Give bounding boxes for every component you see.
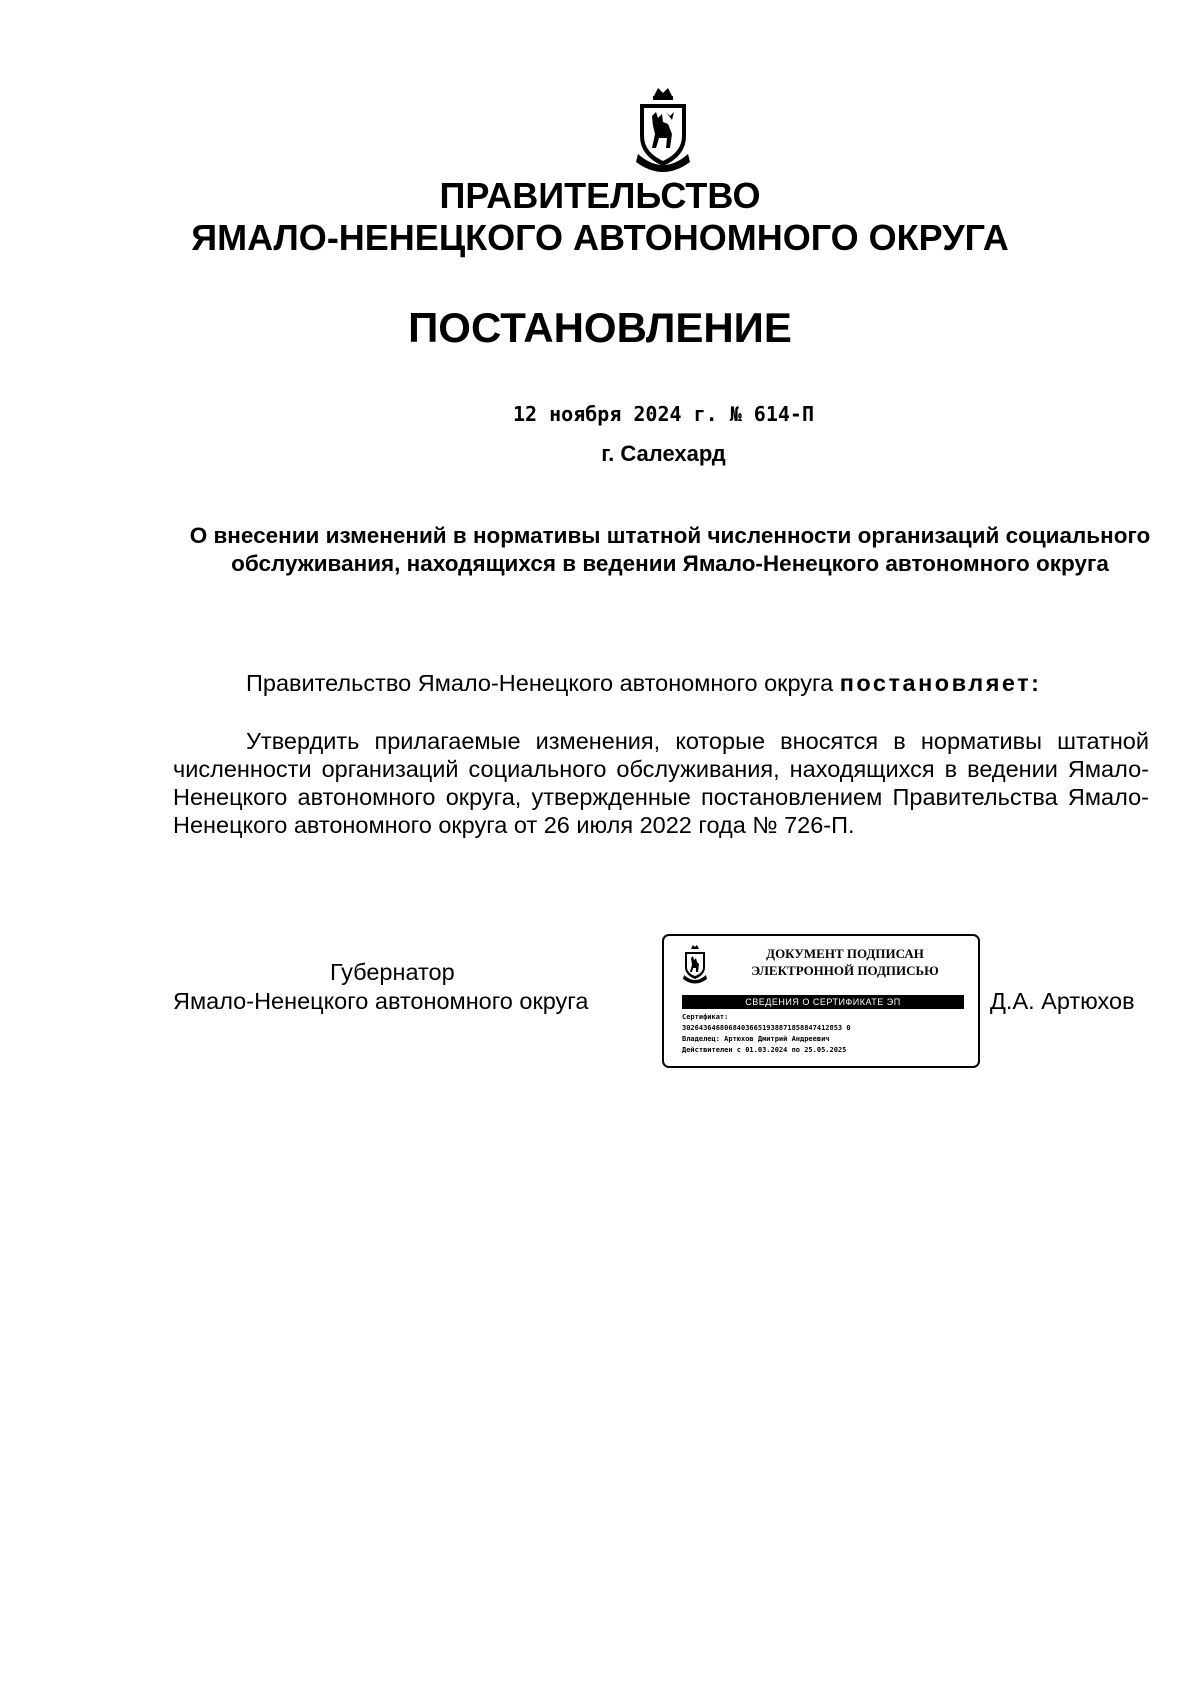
- document-subject: О внесении изменений в нормативы штатной численности организаций социального обслуживания, находящихся в ведении Ямало-Ненецкого автономного округа: [189, 523, 1151, 576]
- coat-of-arms-icon: [632, 86, 694, 174]
- decree-body: Утвердить прилагаемые изменения, которые вносятся в нормативы штатной численности организаций социального обслуживания, находящихся в ведении Ямало-Ненецкого автономного округа, утвержденные постановлением Правительства Ямало-Ненецкого автономного округа от 26 июля 2022 года № 726-П.: [173, 728, 1149, 838]
- electronic-signature-stamp: [662, 934, 980, 1068]
- decree-preamble: [246, 669, 1042, 697]
- document-type: ПОСТАНОВЛЕНИЕ: [408, 304, 792, 351]
- certificate-validity: Действителен с 01.03.2024 по 25.05.2025: [682, 1046, 847, 1054]
- stamp-heading-line2: ЭЛЕКТРОННОЙ ПОДПИСЬЮ: [751, 963, 939, 978]
- organization-name-line2: ЯМАЛО-НЕНЕЦКОГО АВТОНОМНОГО ОКРУГА: [191, 217, 1009, 258]
- signatory-title: Губернатор: [330, 959, 455, 985]
- city: г. Салехард: [601, 441, 726, 466]
- signatory-name: Д.А. Артюхов: [990, 988, 1135, 1014]
- certificate-owner: Владелец: Артюхов Дмитрий Андреевич: [682, 1035, 830, 1043]
- certificate-label: Сертификат:: [682, 1013, 729, 1021]
- decree-preamble-text: Правительство Ямало-Ненецкого автономного округа: [246, 670, 834, 696]
- signatory-region: Ямало-Ненецкого автономного округа: [173, 988, 589, 1014]
- certificate-info-bar: СВЕДЕНИЯ О СЕРТИФИКАТЕ ЭП: [682, 995, 964, 1009]
- coat-of-arms-icon: [682, 944, 708, 984]
- stamp-heading-line1: ДОКУМЕНТ ПОДПИСАН: [766, 946, 924, 961]
- certificate-number: 30264364680684036651938871858847412853 0: [682, 1024, 851, 1032]
- organization-name-line1: ПРАВИТЕЛЬСТВО: [439, 175, 761, 216]
- date-and-number: 12 ноября 2024 г. № 614-П: [512, 402, 815, 426]
- stamp-heading: [716, 945, 974, 979]
- decree-verb: постановляет:: [839, 670, 1042, 696]
